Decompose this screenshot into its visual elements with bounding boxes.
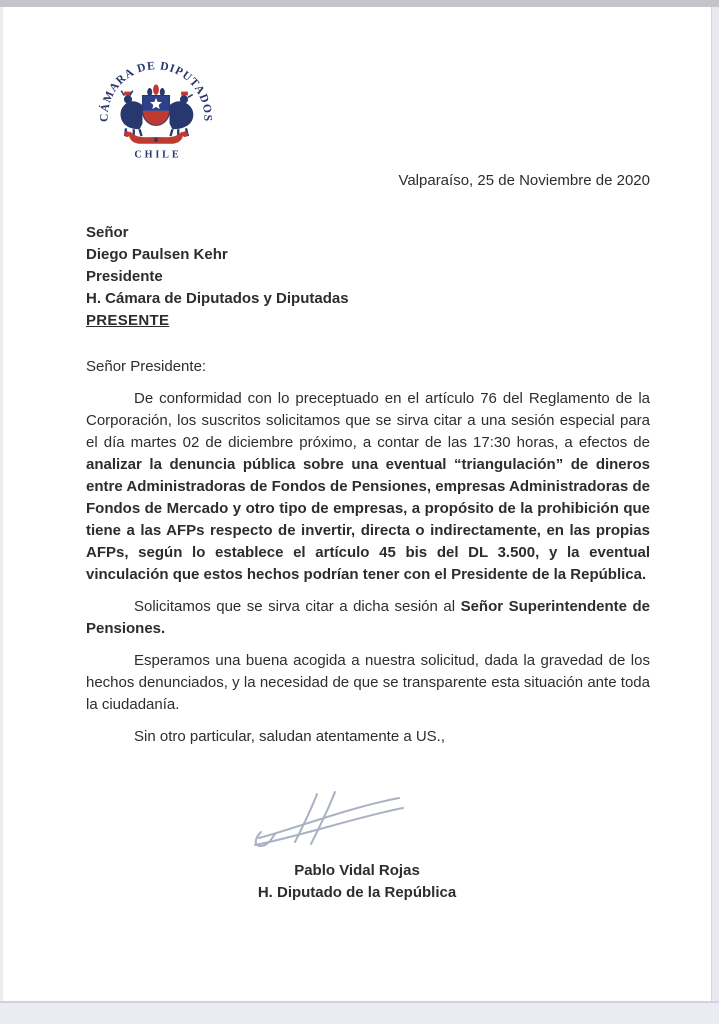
handwritten-signature [251, 788, 409, 850]
body-paragraph-1 [86, 388, 650, 586]
logo-country-text: CHILE [134, 149, 182, 161]
scan-edge-right [711, 7, 719, 1001]
recipient-line: Diego Paulsen Kehr [86, 246, 228, 263]
recipient-line: Presidente [86, 268, 163, 285]
recipient-line: H. Cámara de Diputados y Diputadas [86, 290, 349, 307]
letter-page [3, 7, 711, 1001]
signature-block [86, 860, 628, 904]
body-paragraph-2 [86, 596, 650, 640]
logo-arc-text: CÁMARA DE DIPUTADOS [98, 59, 214, 123]
salutation: Señor Presidente: [86, 358, 207, 375]
paragraph-2-regular-text: Solicitamos que se sirva citar a dicha sesión al [134, 598, 461, 615]
recipient-block [86, 222, 650, 332]
closing-line: Sin otro particular, saludan atentamente a US., [134, 728, 446, 745]
signer-name: Pablo Vidal Rojas [294, 862, 420, 879]
recipient-line: Señor [86, 224, 129, 241]
recipient-line-presente: PRESENTE [86, 312, 170, 329]
paragraph-1-regular-text: De conformidad con lo preceptuado en el artículo 76 del Reglamento de la Corporación, los suscritos solicitamos que se sirva citar a una sesión especial para el día martes 02 de diciembre próximo, a contar de las 17:30 horas, a efectos de [86, 390, 650, 451]
letter-content [86, 7, 650, 904]
huemul-supporter-icon [120, 91, 142, 137]
shield-icon [142, 95, 169, 128]
coat-of-arms-icon [98, 54, 214, 164]
date-line: Valparaíso, 25 de Noviembre de 2020 [398, 172, 650, 189]
paragraph-1-bold-text: analizar la denuncia pública sobre una eventual “triangulación” de dineros entre Administradoras de Fondos de Pensiones, empresas Administradoras de Fondos de Mercado y otro tipo de empresas, a propósito de la prohibición que tiene a las AFPs respecto de invertir, directa o indirectamente, en las propias AFPs, según lo establece el artículo 45 bis del DL 3.500, y la eventual vinculación que estos hechos podrían tener con el Presidente de la República. [86, 456, 650, 583]
paragraph-2-bold-text: Señor Superintendente de Pensiones. [86, 598, 650, 637]
body-paragraph-3: Esperamos una buena acogida a nuestra solicitud, dada la gravedad de los hechos denunciados, y la necesidad de que se transparente esta situación ante toda la ciudadanía. [86, 652, 650, 713]
condor-supporter-icon [170, 92, 194, 137]
scan-edge-bottom [0, 1001, 719, 1024]
scan-edge-top [0, 0, 719, 7]
signer-title: H. Diputado de la República [257, 884, 457, 901]
crest-plumes-icon [147, 84, 165, 96]
chamber-of-deputies-logo [98, 54, 214, 164]
